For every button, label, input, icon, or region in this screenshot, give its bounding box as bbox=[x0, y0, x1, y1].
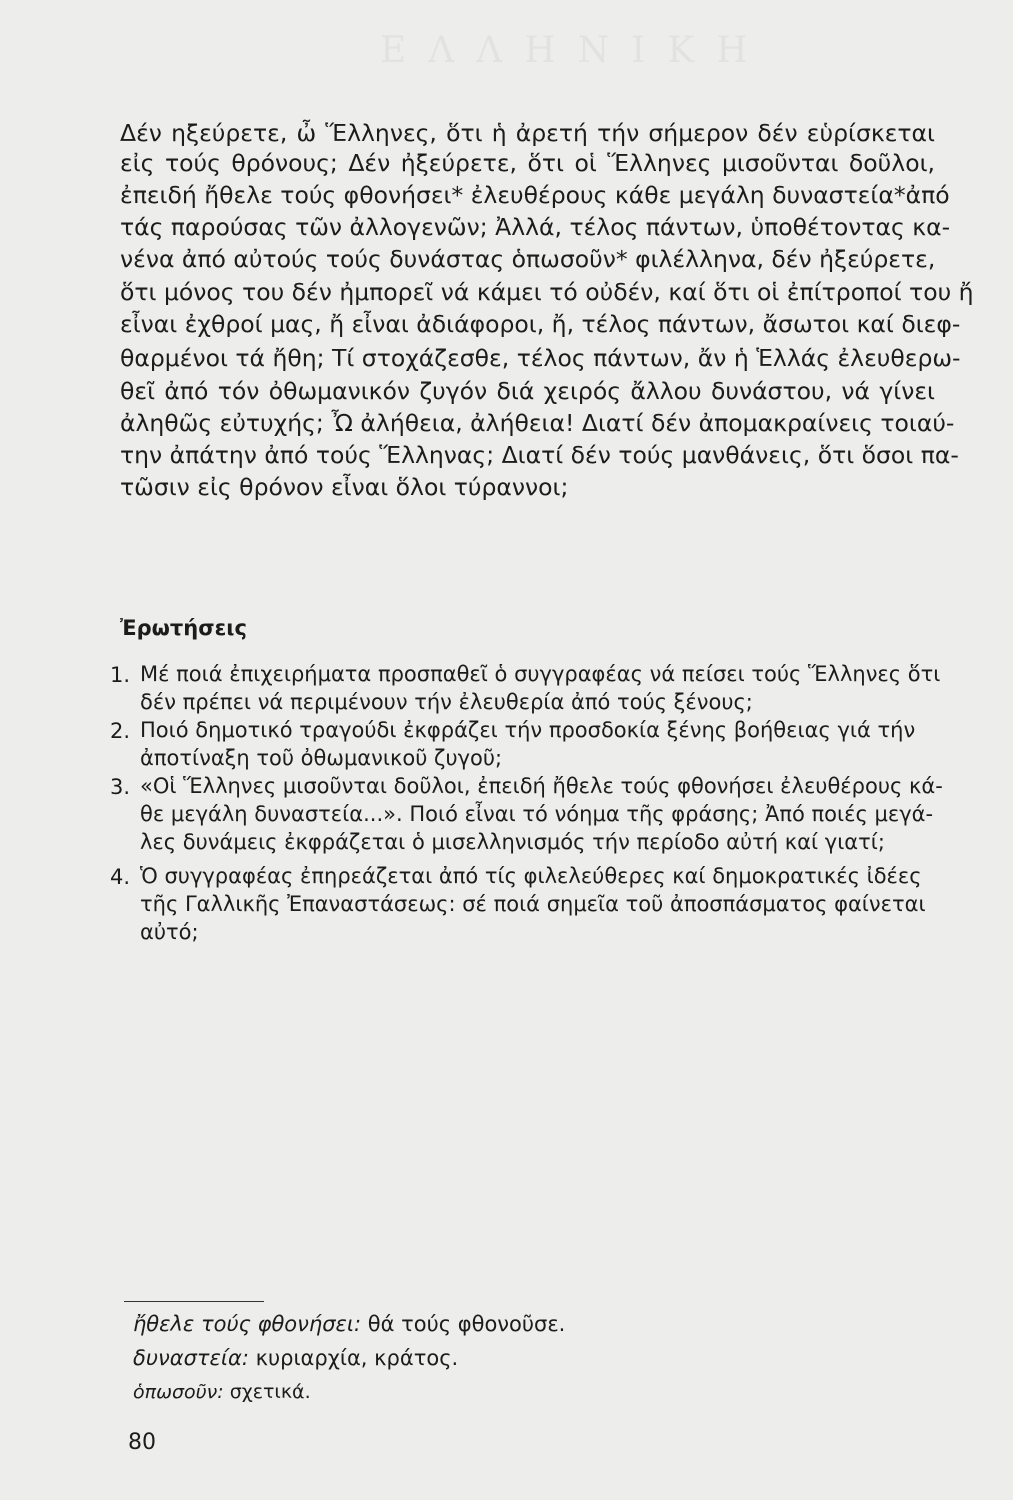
question-number: 1. bbox=[110, 663, 131, 687]
question-number: 4. bbox=[110, 865, 131, 889]
question-number: 3. bbox=[110, 775, 131, 799]
question-number: 2. bbox=[110, 719, 131, 743]
glossary-term: ἤθελε τούς φθονήσει: bbox=[133, 1312, 362, 1336]
passage-line: ὅτι μόνος του δέν ἠμπορεῖ νά κάμει τό οὐδέν, καί ὅτι οἱ ἐπίτροποί του ἤ bbox=[120, 278, 974, 306]
passage-line: Δέν ηξεύρετε, ὦ Ἕλληνες, ὅτι ἡ ἀρετή τήν σήμερον δέν εὑρίσκεται bbox=[120, 119, 935, 147]
passage-line: νένα ἀπό αὐτούς τούς δυνάστας ὁπωσοῦν* φιλέλληνα, δέν ἠξεύρετε, bbox=[120, 245, 936, 273]
passage-line: ἐπειδή ἤθελε τούς φθονήσει* ἐλευθέρους κάθε μεγάλη δυναστεία*ἀπό bbox=[120, 181, 950, 209]
glossary-entry bbox=[133, 1344, 458, 1372]
question-line: Ποιό δημοτικό τραγούδι ἐκφράζει τήν προσδοκία ξένης βοήθειας γιά τήν bbox=[140, 718, 916, 742]
passage-line: θεῖ ἀπό τόν ὀθωμανικόν ζυγόν διά χειρός ἄλλου δυνάστου, νά γίνει bbox=[120, 377, 935, 405]
passage-line: τῶσιν εἰς θρόνον εἶναι ὅλοι τύραννοι; bbox=[120, 473, 569, 501]
question-line: αὐτό; bbox=[140, 920, 199, 944]
question-line: Ὁ συγγραφέας ἐπηρεάζεται ἀπό τίς φιλελεύθερες καί δημοκρατικές ἰδέες bbox=[140, 864, 922, 888]
question-item bbox=[110, 660, 940, 716]
question-item bbox=[110, 772, 943, 856]
passage-line: ἀληθῶς εὐτυχής; Ὦ ἀλήθεια, ἀλήθεια! Διατί δέν ἀπομακραίνεις τοιαύ- bbox=[120, 409, 955, 437]
page-number: 80 bbox=[128, 1430, 156, 1455]
passage-line: τάς παρούσας τῶν ἀλλογενῶν; Ἀλλά, τέλος πάντων, ὑποθέτοντας κα- bbox=[120, 213, 951, 241]
question-line: τῆς Γαλλικῆς Ἐπαναστάσεως: σέ ποιά σημεῖα τοῦ ἀποσπάσματος φαίνεται bbox=[140, 892, 926, 916]
glossary-definition: σχετικά. bbox=[229, 1381, 311, 1403]
question-line: «Οἱ Ἕλληνες μισοῦνται δοῦλοι, ἐπειδή ἤθελε τούς φθονήσει ἐλευθέρους κά- bbox=[140, 774, 943, 798]
bleed-through-decoration bbox=[380, 30, 770, 71]
glossary-entry bbox=[133, 1310, 565, 1338]
question-line: δέν πρέπει νά περιμένουν τήν ἐλευθερία ἀπό τούς ξένους; bbox=[140, 690, 753, 714]
passage-line: εἰς τούς θρόνους; Δέν ἠξεύρετε, ὅτι οἱ Ἕλληνες μισοῦνται δοῦλοι, bbox=[120, 149, 935, 177]
passage-line: την ἀπάτην ἀπό τούς Ἕλληνας; Διατί δέν τούς μανθάνεις, ὅτι ὅσοι πα- bbox=[120, 441, 959, 469]
question-item bbox=[110, 862, 940, 946]
glossary-definition: κυριαρχία, κράτος. bbox=[255, 1346, 459, 1370]
glossary-term: ὁπωσοῦν: bbox=[133, 1381, 224, 1403]
question-line: λες δυνάμεις ἐκφράζεται ὁ μισελληνισμός τήν περίοδο αὐτή καί γιατί; bbox=[140, 830, 885, 854]
questions-heading: Ἐρωτήσεις bbox=[120, 616, 247, 640]
glossary-entry bbox=[133, 1378, 311, 1406]
question-line: θε μεγάλη δυναστεία...». Ποιό εἶναι τό νόημα τῆς φράσης; Ἀπό ποιές μεγά- bbox=[140, 802, 934, 826]
glossary-definition: θά τούς φθονοῦσε. bbox=[367, 1312, 566, 1336]
passage-line: εἶναι ἐχθροί μας, ἤ εἶναι ἀδιάφοροι, ἤ, τέλος πάντων, ἄσωτοι καί διεφ- bbox=[120, 310, 961, 338]
footnote-divider bbox=[124, 1301, 264, 1302]
passage-line: θαρμένοι τά ἤθη; Τί στοχάζεσθε, τέλος πάντων, ἄν ἡ Ἑλλάς ἐλευθερω- bbox=[120, 344, 961, 372]
glossary-term: δυναστεία: bbox=[133, 1346, 249, 1370]
question-line: ἀποτίναξη τοῦ ὀθωμανικοῦ ζυγοῦ; bbox=[140, 746, 503, 770]
question-line: Μέ ποιά ἐπιχειρήματα προσπαθεῖ ὁ συγγραφέας νά πείσει τούς Ἕλληνες ὅτι bbox=[140, 662, 941, 686]
question-item bbox=[110, 716, 940, 772]
